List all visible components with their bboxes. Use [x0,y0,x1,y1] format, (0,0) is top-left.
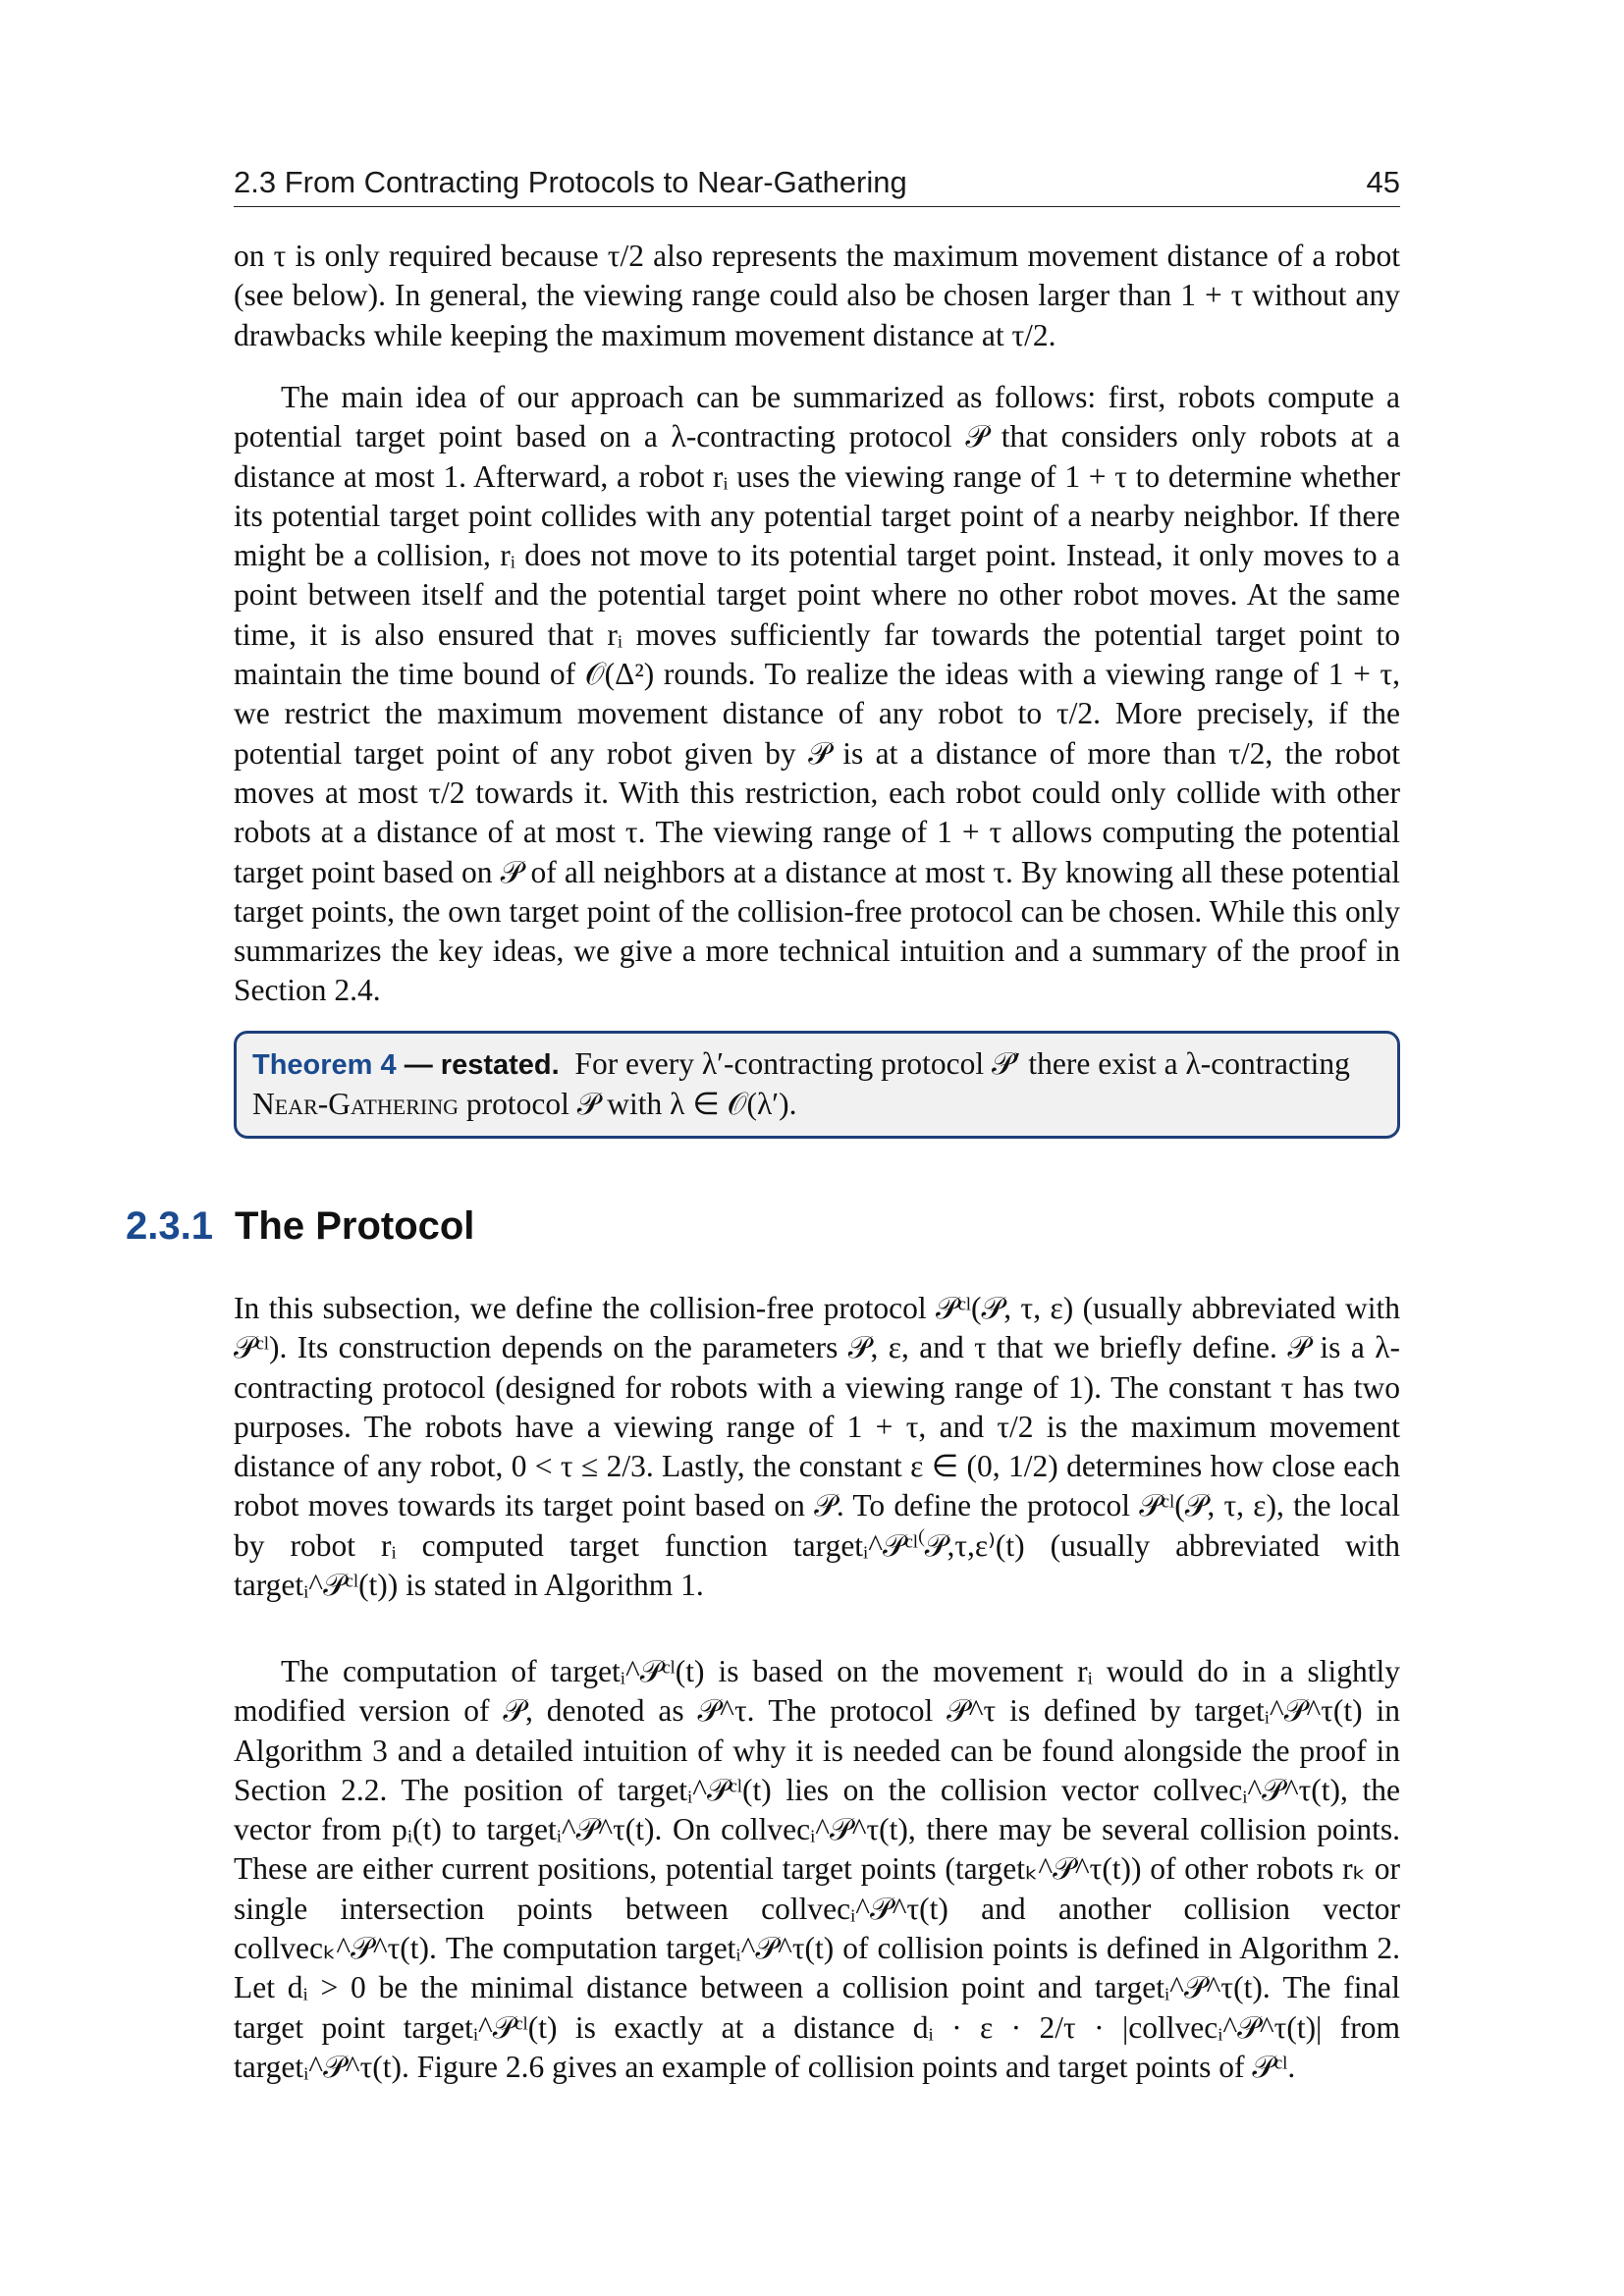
theorem-number: Theorem 4 [252,1049,397,1081]
theorem-label [252,1049,560,1081]
section-number: 2.3.1 [126,1204,213,1248]
paragraph-computation: The computation of targetᵢ^𝒫ᶜˡ(t) is based on the movement rᵢ would do in a slightly modified version of 𝒫, denoted as 𝒫^τ. The protocol 𝒫^τ is defined by targetᵢ^𝒫^τ(t) in Algorithm 3 and a detailed intuition of why it is needed can be found alongside the proof in Section 2.2. The position of targetᵢ^𝒫ᶜˡ(t) lies on the collision vector collvecᵢ^𝒫^τ(t), the vector from pᵢ(t) to targetᵢ^𝒫^τ(t). On collvecᵢ^𝒫^τ(t), there may be several collision points. These are either current positions, potential target points (targetₖ^𝒫^τ(t)) of other robots rₖ or single intersection points between collvecᵢ^𝒫^τ(t) and another collision vector collvecₖ^𝒫^τ(t). The computation targetᵢ^𝒫^τ(t) of collision points is defined in Algorithm 2. Let dᵢ > 0 be the minimal distance between a collision point and targetᵢ^𝒫^τ(t). The final target point targetᵢ^𝒫ᶜˡ(t) is exactly at a distance dᵢ · ε · 2/τ · |collvecᵢ^𝒫^τ(t)| from targetᵢ^𝒫^τ(t). Figure 2.6 gives an example of collision points and target points of 𝒫ᶜˡ. [234,1654,1400,2084]
paragraph-subsection-intro: In this subsection, we define the collision-free protocol 𝒫ᶜˡ(𝒫, τ, ε) (usually abbreviated with 𝒫ᶜˡ). Its construction depends on the parameters 𝒫, ε, and τ that we briefly define. 𝒫 is a λ-contracting protocol (designed for robots with a viewing range of 1). The constant τ has two purposes. The robots have a viewing range of 1 + τ, and τ/2 is the maximum movement distance of any robot, 0 < τ ≤ 2/3. Lastly, the constant ε ∈ (0, 1/2) determines how close each robot moves towards its target point based on 𝒫. To define the protocol 𝒫ᶜˡ(𝒫, τ, ε), the local by robot rᵢ computed target function targetᵢ^𝒫ᶜˡ⁽𝒫,τ,ε⁾(t) (usually abbreviated with targetᵢ^𝒫ᶜˡ(t)) is stated in Algorithm 1. [234,1291,1400,1603]
theorem-smallcaps-term: Near-Gathering [252,1087,459,1121]
theorem-label-suffix: — restated. [396,1049,560,1081]
running-header [234,165,1400,207]
page-number: 45 [1366,165,1400,199]
paragraph-continued: on τ is only required because τ/2 also represents the maximum movement distance of a robot (see below). In general, the viewing range could also be chosen larger than 1 + τ without any drawbacks while keeping the maximum movement distance at τ/2. [234,239,1400,352]
theorem-box [234,1031,1400,1139]
theorem-text-after: protocol 𝒫 with λ ∈ 𝒪(λ′). [458,1087,797,1121]
section-title: The Protocol [234,1204,475,1248]
theorem-text-before: For every λ′-contracting protocol 𝒫′ there exist a λ-contracting [574,1046,1350,1081]
section-heading [126,1204,474,1249]
paragraph-main-idea: The main idea of our approach can be summarized as follows: first, robots compute a potential target point based on a λ-contracting protocol 𝒫 that considers only robots at a distance at most 1. Afterward, a robot rᵢ uses the viewing range of 1 + τ to determine whether its potential target point collides with any potential target point of a nearby neighbor. If there might be a collision, rᵢ does not move to its potential target point. Instead, it only moves to a point between itself and the potential target point where no other robot moves. At the same time, it is also ensured that rᵢ moves sufficiently far towards the potential target point to maintain the time bound of 𝒪(Δ²) rounds. To realize the ideas with a viewing range of 1 + τ, we restrict the maximum movement distance of any robot to τ/2. More precisely, if the potential target point of any robot given by 𝒫 is at a distance of more than τ/2, the robot moves at most τ/2 towards it. With this restriction, each robot could only collide with other robots at a distance of at most τ. The viewing range of 1 + τ allows computing the potential target point based on 𝒫 of all neighbors at a distance at most τ. By knowing all these potential target points, the own target point of the collision-free protocol can be chosen. While this only summarizes the key ideas, we give a more technical intuition and a summary of the proof in Section 2.4. [234,380,1400,1008]
running-title: 2.3 From Contracting Protocols to Near-Gathering [234,165,907,199]
